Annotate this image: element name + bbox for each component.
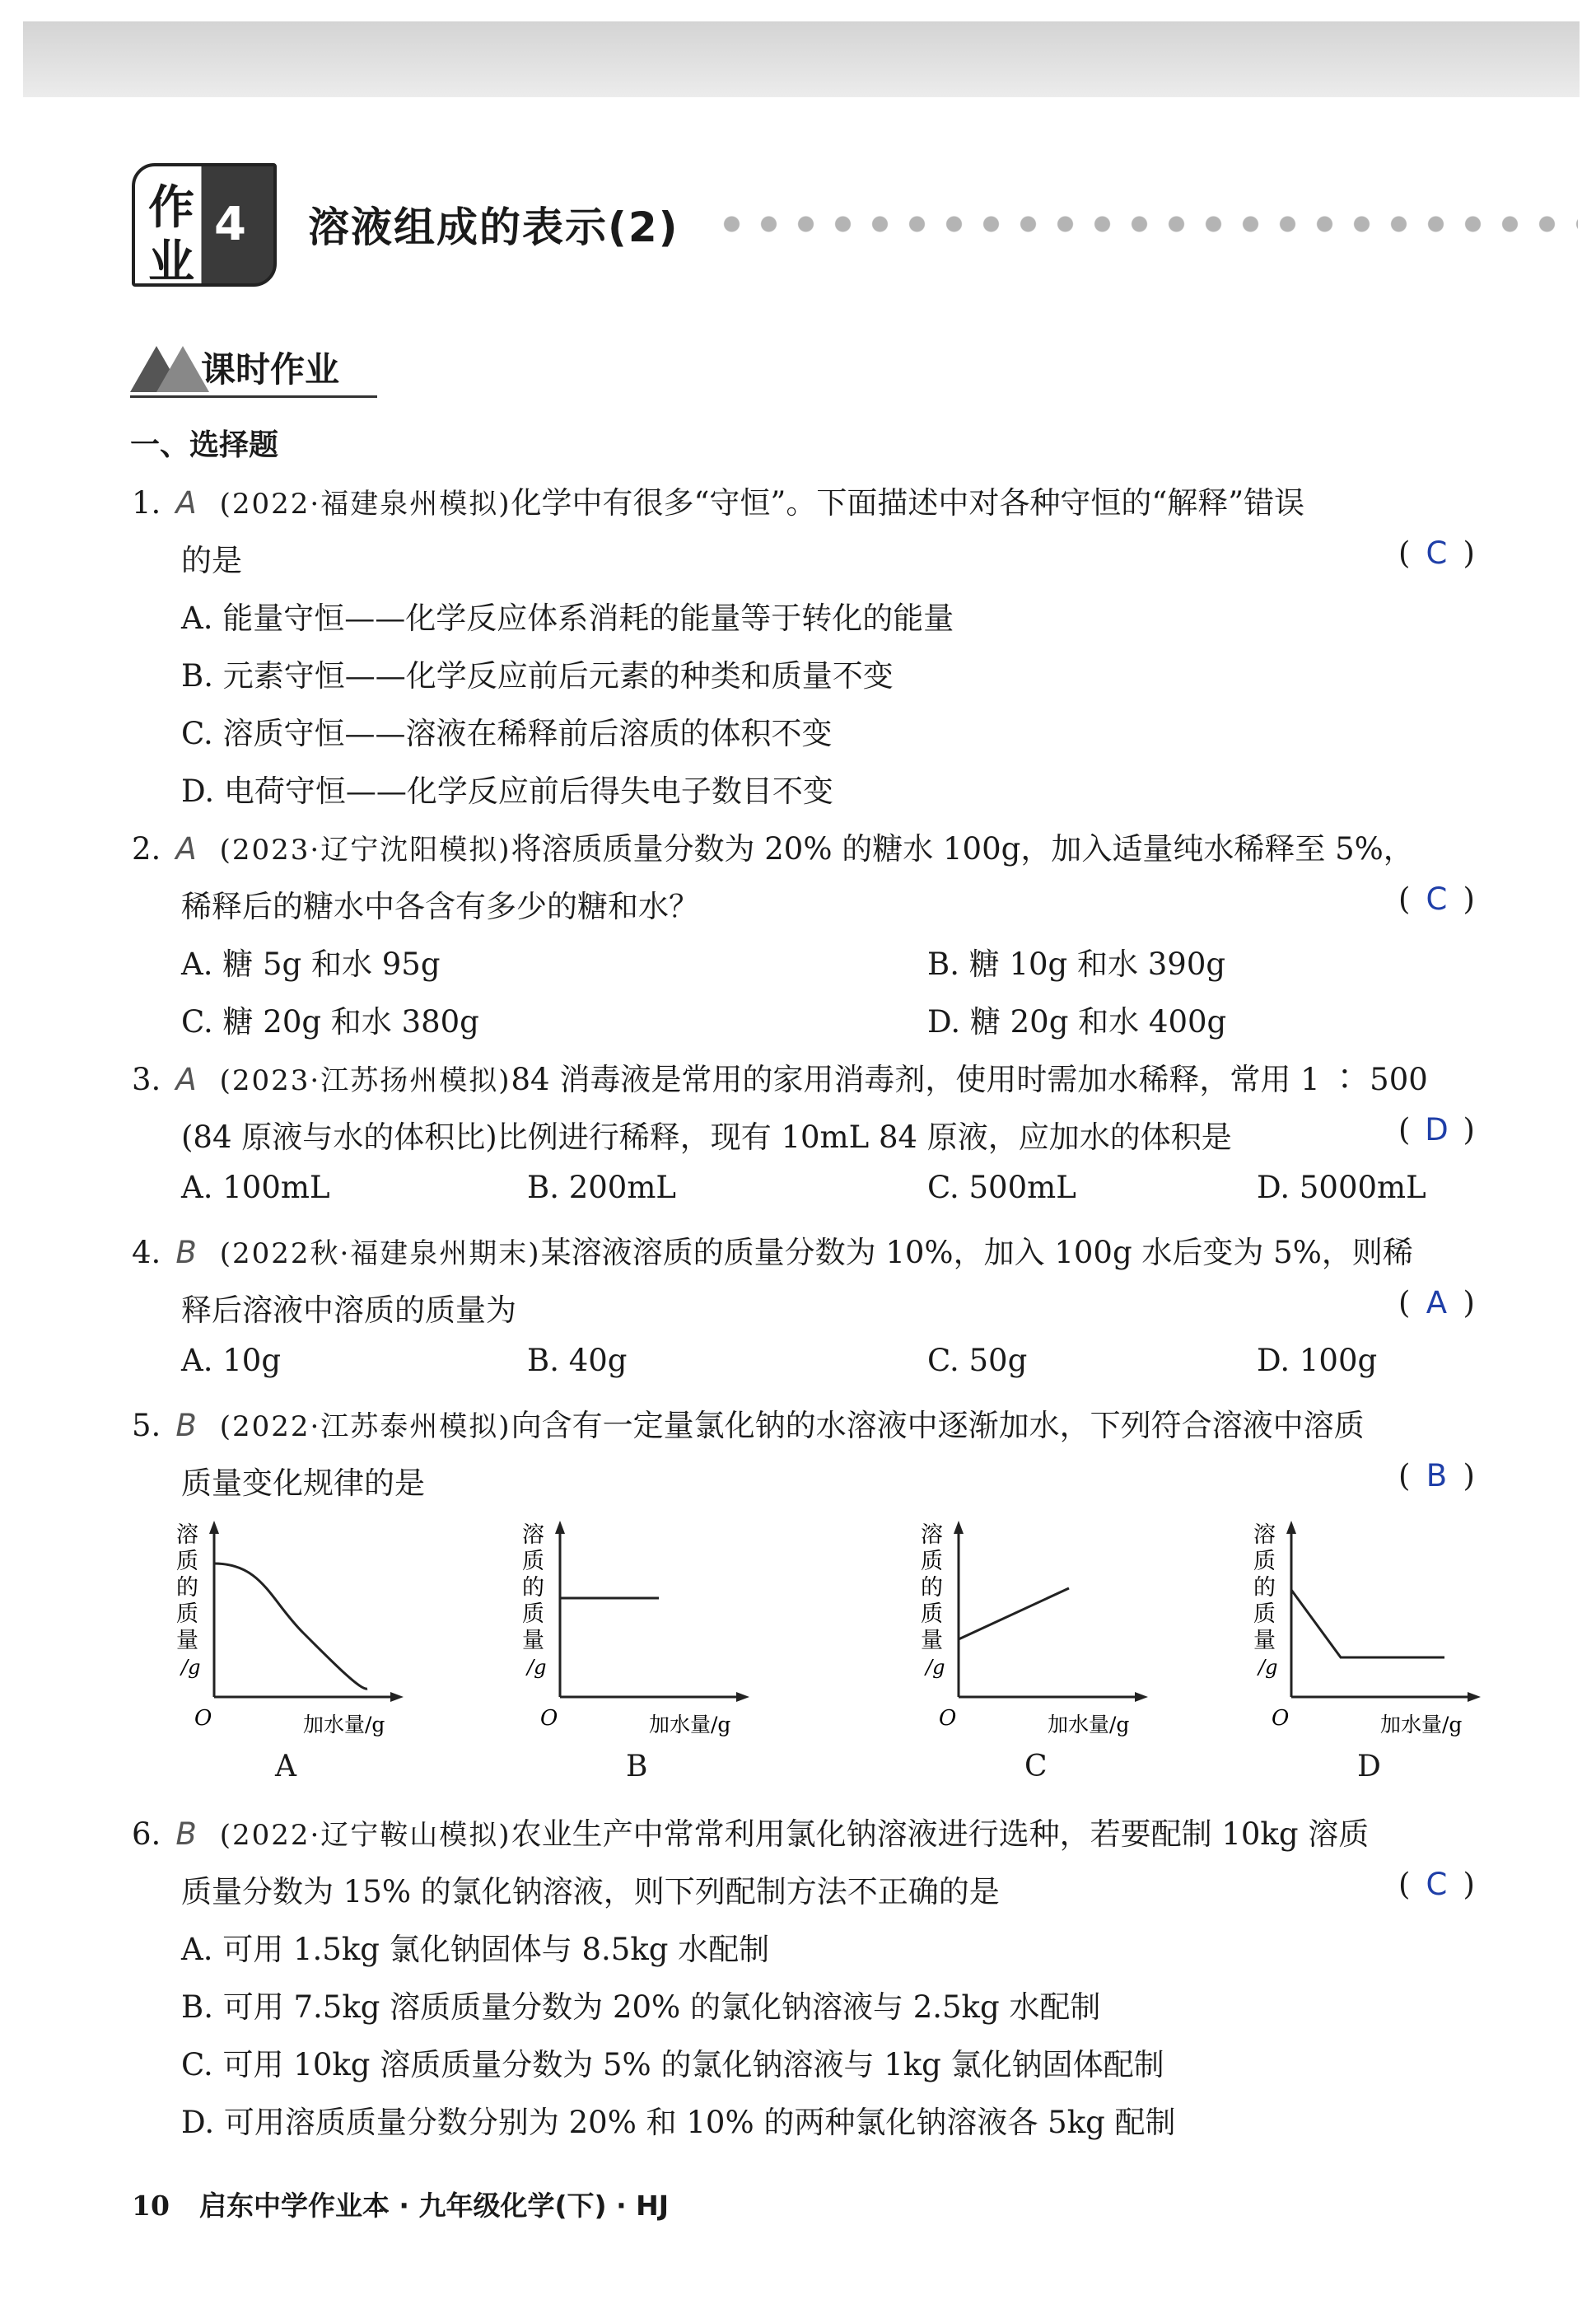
question-1-line-1 — [132, 478, 1304, 522]
question-number: 3. — [132, 1062, 161, 1097]
difficulty-level: A — [175, 485, 197, 521]
graph-a — [171, 1517, 418, 1743]
question-6-line-2: 质量分数为 15% 的氯化钠溶液，则下列配制方法不正确的是 — [181, 1874, 1000, 1909]
graph-b-x-arrow — [736, 1692, 749, 1702]
graph-b-ylabel-5: 量 — [522, 1628, 544, 1653]
graph-a-ylabel-3: 的 — [176, 1575, 198, 1601]
answer-bracket-2: ( C ) — [1398, 881, 1475, 917]
section-underline — [130, 395, 377, 398]
lesson-header — [132, 163, 1581, 287]
graph-c-ylabel-3: 的 — [921, 1575, 943, 1601]
question-text: 农业生产中常常利用氯化钠溶液进行选种，若要配制 10kg 溶质 — [511, 1816, 1370, 1852]
difficulty-level: B — [175, 1816, 197, 1852]
question-1-line-2: 的是 — [181, 543, 242, 578]
option-4d: D. 100g — [1257, 1343, 1378, 1378]
option-2a: A. 糖 5g 和水 95g — [181, 947, 441, 982]
answer-letter: C — [1426, 881, 1448, 917]
graph-b-origin: O — [540, 1706, 558, 1731]
graph-d-ylabel-2: 质 — [1253, 1549, 1276, 1574]
graph-b-xlabel: 加水量/g — [649, 1713, 731, 1736]
graph-c — [916, 1517, 1163, 1743]
graph-d-ylabel-4: 质 — [1253, 1601, 1276, 1627]
graph-d-svg — [1248, 1517, 1496, 1740]
graph-c-y-arrow — [954, 1521, 964, 1534]
graph-c-ylabel-unit: /g — [926, 1656, 945, 1679]
question-source: (2022·江苏泰州模拟) — [219, 1410, 511, 1443]
question-3-line-2: (84 原液与水的体积比)比例进行稀释，现有 10mL 84 原液，应加水的体积是 — [181, 1119, 1232, 1155]
option-1a: A. 能量守恒——化学反应体系消耗的能量等于转化的能量 — [181, 601, 954, 636]
page-number: 10 — [132, 2190, 170, 2222]
graph-b-label: B — [626, 1750, 648, 1783]
graph-b — [517, 1517, 764, 1743]
graph-c-ylabel-5: 量 — [921, 1628, 943, 1653]
top-banner — [23, 21, 1580, 97]
option-3c: C. 500mL — [927, 1170, 1076, 1205]
graph-a-ylabel-5: 量 — [176, 1628, 198, 1653]
badge-number: 4 — [214, 198, 246, 251]
graph-d-origin: O — [1272, 1706, 1290, 1731]
graph-d-x-arrow — [1468, 1692, 1481, 1702]
question-number: 6. — [132, 1816, 161, 1852]
option-1c: C. 溶质守恒——溶液在稀释前后溶质的体积不变 — [181, 716, 833, 751]
graph-a-ylabel-4: 质 — [176, 1601, 198, 1627]
option-3a: A. 100mL — [181, 1170, 330, 1205]
graph-b-y-arrow — [555, 1521, 565, 1534]
graph-a-curve — [214, 1563, 367, 1689]
graph-a-y-arrow — [209, 1521, 219, 1534]
question-text: 某溶液溶质的质量分数为 10%，加入 100g 水后变为 5%，则稀 — [540, 1235, 1413, 1270]
answer-letter: D — [1425, 1112, 1449, 1147]
answer-bracket-4: ( A ) — [1398, 1285, 1475, 1320]
option-6d: D. 可用溶质质量分数分别为 20% 和 10% 的两种氯化钠溶液各 5kg 配制 — [181, 2105, 1176, 2140]
option-2b: B. 糖 10g 和水 390g — [927, 947, 1226, 982]
graph-b-ylabel-unit: /g — [527, 1656, 547, 1679]
difficulty-level: B — [175, 1408, 197, 1443]
answer-letter: B — [1426, 1458, 1448, 1493]
option-4a: A. 10g — [181, 1343, 282, 1378]
question-source: (2023·辽宁沈阳模拟) — [219, 834, 511, 867]
badge-char-bottom: 业 — [148, 236, 194, 287]
graph-c-ylabel-1: 溶 — [921, 1522, 943, 1548]
graph-c-curve — [959, 1588, 1069, 1639]
graph-b-ylabel-4: 质 — [522, 1601, 544, 1627]
book-title: 启东中学作业本 · 九年级化学(下) · HJ — [198, 2190, 670, 2222]
question-3-line-1 — [132, 1054, 1428, 1099]
answer-bracket-5: ( B ) — [1398, 1458, 1475, 1493]
question-5-line-1 — [132, 1400, 1365, 1445]
question-text: 向含有一定量氯化钠的水溶液中逐渐加水，下列符合溶液中溶质 — [511, 1408, 1365, 1443]
graph-a-ylabel-unit: /g — [181, 1656, 201, 1679]
answer-letter: C — [1426, 1867, 1448, 1902]
question-4-line-2: 释后溶液中溶质的质量为 — [181, 1292, 516, 1328]
graph-c-xlabel: 加水量/g — [1048, 1713, 1130, 1736]
graph-c-svg — [916, 1517, 1163, 1740]
page-footer — [132, 2185, 669, 2223]
page-title: 溶液组成的表示(2) — [308, 203, 679, 251]
question-source: (2023·江苏扬州模拟) — [219, 1064, 511, 1097]
answer-letter: A — [1426, 1285, 1448, 1320]
option-1d: D. 电荷守恒——化学反应前后得失电子数目不变 — [181, 774, 833, 809]
option-4c: C. 50g — [927, 1343, 1028, 1378]
question-number: 2. — [132, 831, 161, 867]
question-source: (2022·福建泉州模拟) — [219, 488, 511, 521]
graph-a-x-arrow — [390, 1692, 404, 1702]
graph-c-x-arrow — [1135, 1692, 1148, 1702]
question-number: 5. — [132, 1408, 161, 1443]
graph-a-svg — [171, 1517, 418, 1740]
option-1b: B. 元素守恒——化学反应前后元素的种类和质量不变 — [181, 658, 894, 694]
graph-d-xlabel: 加水量/g — [1380, 1713, 1463, 1736]
question-4-line-1 — [132, 1227, 1413, 1272]
question-source: (2022·辽宁鞍山模拟) — [219, 1819, 511, 1852]
graph-d-curve — [1291, 1590, 1444, 1657]
graph-d-ylabel-unit: /g — [1258, 1656, 1278, 1679]
graph-c-origin: O — [939, 1706, 957, 1731]
option-3d: D. 5000mL — [1257, 1170, 1426, 1205]
question-6-line-1 — [132, 1809, 1369, 1853]
option-2c: C. 糖 20g 和水 380g — [181, 1004, 479, 1040]
graph-c-ylabel-2: 质 — [921, 1549, 943, 1574]
option-6b: B. 可用 7.5kg 溶质质量分数为 20% 的氯化钠溶液与 2.5kg 水配制 — [181, 1989, 1101, 2025]
question-source: (2022秋·福建泉州期末) — [219, 1237, 541, 1270]
graph-a-ylabel-1: 溶 — [176, 1522, 198, 1548]
graph-b-ylabel-2: 质 — [522, 1549, 544, 1574]
homework-badge — [132, 163, 277, 287]
graph-c-ylabel-4: 质 — [921, 1601, 943, 1627]
question-text: 将溶质质量分数为 20% 的糖水 100g，加入适量纯水稀释至 5%， — [511, 831, 1414, 867]
answer-bracket-1: ( C ) — [1398, 535, 1475, 571]
option-6a: A. 可用 1.5kg 氯化钠固体与 8.5kg 水配制 — [181, 1932, 770, 1967]
answer-bracket-6: ( C ) — [1398, 1867, 1475, 1902]
graph-a-xlabel: 加水量/g — [303, 1713, 385, 1736]
graph-b-ylabel-1: 溶 — [522, 1522, 544, 1548]
graph-a-label: A — [275, 1750, 296, 1783]
graph-a-ylabel-2: 质 — [176, 1549, 198, 1574]
graph-d-ylabel-3: 的 — [1253, 1575, 1276, 1601]
graph-a-origin: O — [194, 1706, 212, 1731]
option-2d: D. 糖 20g 和水 400g — [927, 1004, 1227, 1040]
graph-c-label: C — [1024, 1750, 1048, 1783]
graph-d-label: D — [1357, 1750, 1381, 1783]
graph-d-ylabel-1: 溶 — [1253, 1522, 1276, 1548]
graph-d-ylabel-5: 量 — [1253, 1628, 1276, 1653]
question-number: 4. — [132, 1235, 161, 1270]
question-text: 84 消毒液是常用的家用消毒剂，使用时需加水稀释，常用 1 ∶ 500 — [511, 1062, 1428, 1097]
answer-letter: C — [1426, 535, 1448, 571]
difficulty-level: A — [175, 831, 197, 867]
badge-char-top: 作 — [148, 181, 194, 235]
difficulty-level: B — [175, 1235, 197, 1270]
section-title: 课时作业 — [201, 349, 340, 390]
question-text: 化学中有很多“守恒”。下面描述中对各种守恒的“解释”错误 — [511, 485, 1305, 521]
section-heading — [130, 341, 377, 399]
difficulty-level: A — [175, 1062, 197, 1097]
graph-b-svg — [517, 1517, 764, 1740]
question-2-line-2: 稀释后的糖水中各含有多少的糖和水？ — [181, 889, 699, 924]
question-number: 1. — [132, 485, 161, 521]
option-6c: C. 可用 10kg 溶质质量分数为 5% 的氯化钠溶液与 1kg 氯化钠固体配制 — [181, 2047, 1164, 2082]
graph-b-ylabel-3: 的 — [522, 1575, 544, 1601]
option-4b: B. 40g — [527, 1343, 628, 1378]
graph-d — [1248, 1517, 1496, 1743]
question-5-line-2: 质量变化规律的是 — [181, 1465, 425, 1501]
graph-d-y-arrow — [1286, 1521, 1296, 1534]
category-title: 一、选择题 — [130, 428, 279, 462]
decorative-dots — [713, 214, 1578, 234]
question-2-line-1 — [132, 824, 1414, 868]
option-3b: B. 200mL — [527, 1170, 676, 1205]
answer-bracket-3: ( D ) — [1398, 1112, 1475, 1147]
